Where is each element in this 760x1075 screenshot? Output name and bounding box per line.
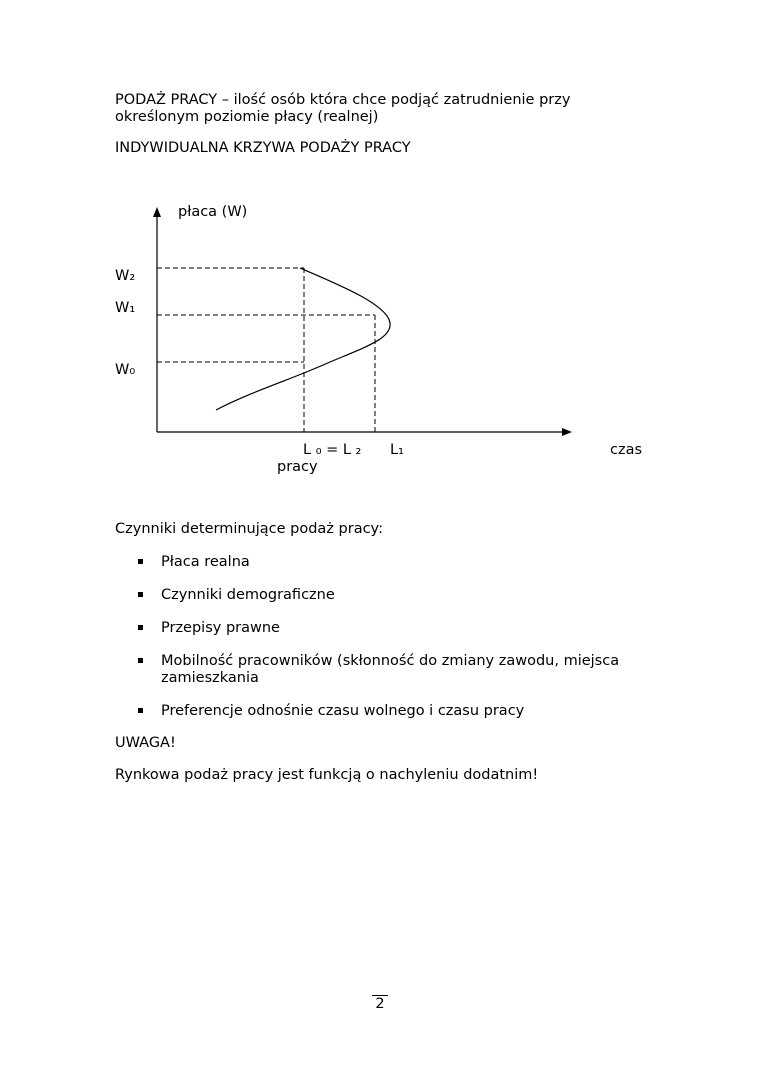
list-item: Czynniki demograficzne (161, 587, 335, 603)
x-axis-label: czas (610, 442, 643, 458)
list-item: Płaca realna (161, 554, 250, 570)
x-axis-label-2: pracy (277, 459, 318, 475)
bullet-marker (138, 592, 143, 597)
w0-label: W₀ (115, 362, 136, 378)
x-axis-arrow (562, 428, 572, 436)
factors-heading: Czynniki determinujące podaż pracy: (115, 521, 383, 537)
page-number: 2 (372, 995, 387, 1012)
bullet-marker (138, 708, 143, 713)
list-item: Preferencje odnośnie czasu wolnego i czasu pracy (161, 703, 525, 719)
list-item: Mobilność pracowników (skłonność do zmiany zawodu, miejsca zamieszkania (161, 653, 620, 686)
list-item: Przepisy prawne (161, 620, 280, 636)
l0-l2-label: L ₀ = L ₂ (303, 442, 362, 458)
page-number-container (0, 996, 760, 1012)
bullet-marker (138, 658, 143, 663)
note-label: UWAGA! (115, 735, 176, 751)
w1-label: W₁ (115, 300, 136, 316)
w2-label: W₂ (115, 268, 136, 284)
supply-curve (216, 268, 390, 410)
bullet-marker (138, 559, 143, 564)
y-axis-arrow (153, 207, 161, 217)
bullet-marker (138, 625, 143, 630)
note-text: Rynkowa podaż pracy jest funkcją o nachyleniu dodatnim! (115, 767, 539, 783)
y-axis-label: płaca (W) (178, 204, 248, 220)
definition-text: PODAŻ PRACY – ilość osób która chce podjąć zatrudnienie przy określonym poziomie płacy (realnej) (115, 92, 571, 125)
labour-supply-chart (0, 0, 760, 490)
section-title: INDYWIDUALNA KRZYWA PODAŻY PRACY (115, 140, 411, 156)
l1-label: L₁ (390, 442, 404, 458)
